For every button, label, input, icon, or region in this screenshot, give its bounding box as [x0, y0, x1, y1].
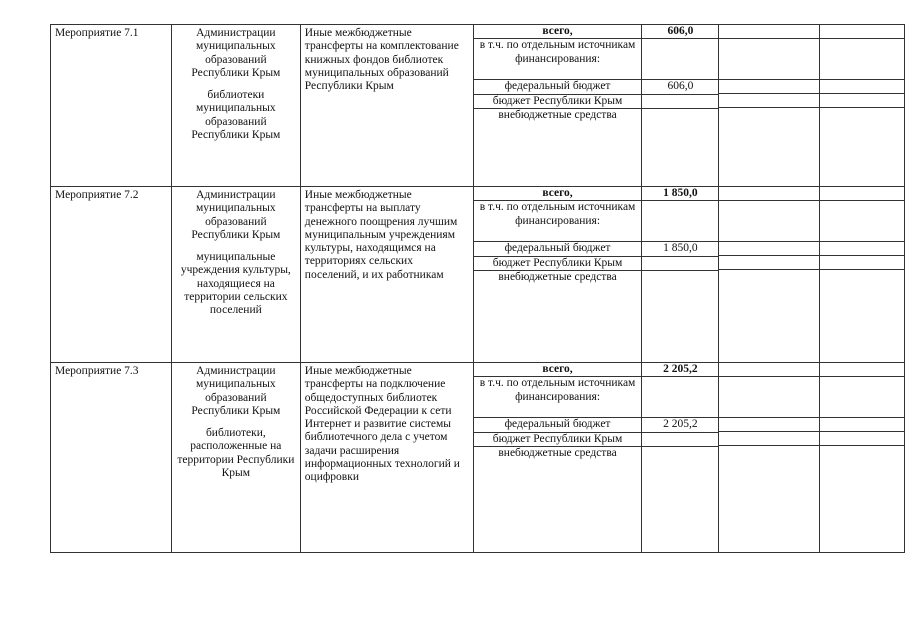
- value-offbudget: [642, 271, 718, 284]
- source-federal: федеральный бюджет: [474, 80, 642, 94]
- source-incl: в т.ч. по отдельным источникам финансирования:: [474, 201, 642, 242]
- source-offbudget: внебюджетные средства: [498, 270, 617, 283]
- funding-table: [50, 24, 905, 553]
- measure-id: Мероприятие 7.3: [51, 363, 172, 553]
- empty-cell: [820, 363, 905, 553]
- value-regional: [642, 95, 718, 109]
- value-cell: [642, 187, 719, 363]
- empty-cell: [719, 25, 820, 187]
- source-incl: в т.ч. по отдельным источникам финансирования:: [474, 39, 642, 80]
- measure-id: Мероприятие 7.2: [51, 187, 172, 363]
- table-row: [51, 363, 905, 553]
- executor-cell: [171, 187, 300, 363]
- value-offbudget: [642, 447, 718, 460]
- executor-admin: Администрации муниципальных образований Республики Крым: [191, 189, 281, 241]
- source-incl: в т.ч. по отдельным источникам финансирования:: [474, 377, 642, 418]
- measure-description: Иные межбюджетные трансферты на подключение общедоступных библиотек Российской Федерации к сети Интернет и развитие системы библиотечного дела с учетом задачи расширения информационных технологий и оцифровки: [300, 363, 473, 553]
- value-offbudget: [642, 109, 718, 122]
- source-offbudget: внебюджетные средства: [498, 108, 617, 121]
- source-total: всего,: [474, 187, 642, 201]
- measure-description: Иные межбюджетные трансферты на выплату денежного поощрения лучшим муниципальным учреждениям культуры, находящимся на территориях сельских поселений, и их работникам: [300, 187, 473, 363]
- value-federal: 1 850,0: [642, 242, 718, 256]
- empty-cell: [820, 187, 905, 363]
- value-incl: [642, 201, 718, 242]
- value-total: 2 205,2: [642, 363, 718, 377]
- source-regional: бюджет Республики Крым: [474, 257, 642, 271]
- source-regional: бюджет Республики Крым: [474, 433, 642, 447]
- empty-cell: [719, 363, 820, 553]
- table-row: [51, 25, 905, 187]
- source-federal: федеральный бюджет: [474, 242, 642, 256]
- executor-admin: Администрации муниципальных образований Республики Крым: [191, 27, 281, 79]
- measure-description: Иные межбюджетные трансферты на комплектование книжных фондов библиотек муниципальных образований Республики Крым: [300, 25, 473, 187]
- executor-institution: библиотеки, расположенные на территории Республики Крым: [177, 427, 295, 480]
- value-incl: [642, 39, 718, 80]
- executor-cell: [171, 25, 300, 187]
- source-total: всего,: [474, 363, 642, 377]
- empty-cell: [820, 25, 905, 187]
- value-regional: [642, 257, 718, 271]
- executor-admin: Администрации муниципальных образований Республики Крым: [191, 365, 281, 417]
- value-federal: 2 205,2: [642, 418, 718, 432]
- value-cell: [642, 25, 719, 187]
- executor-institution: муниципальные учреждения культуры, находящиеся на территории сельских поселений: [180, 251, 291, 317]
- value-federal: 606,0: [642, 80, 718, 94]
- value-incl: [642, 377, 718, 418]
- executor-institution: библиотеки муниципальных образований Республики Крым: [191, 89, 281, 142]
- measure-id: Мероприятие 7.1: [51, 25, 172, 187]
- value-total: 1 850,0: [642, 187, 718, 201]
- source-total: всего,: [474, 25, 642, 39]
- source-cell: [473, 363, 642, 553]
- source-federal: федеральный бюджет: [474, 418, 642, 432]
- value-total: 606,0: [642, 25, 718, 39]
- source-cell: [473, 25, 642, 187]
- source-regional: бюджет Республики Крым: [474, 95, 642, 109]
- table-row: [51, 187, 905, 363]
- source-offbudget: внебюджетные средства: [498, 446, 617, 459]
- value-cell: [642, 363, 719, 553]
- executor-cell: [171, 363, 300, 553]
- source-cell: [473, 187, 642, 363]
- empty-cell: [719, 187, 820, 363]
- value-regional: [642, 433, 718, 447]
